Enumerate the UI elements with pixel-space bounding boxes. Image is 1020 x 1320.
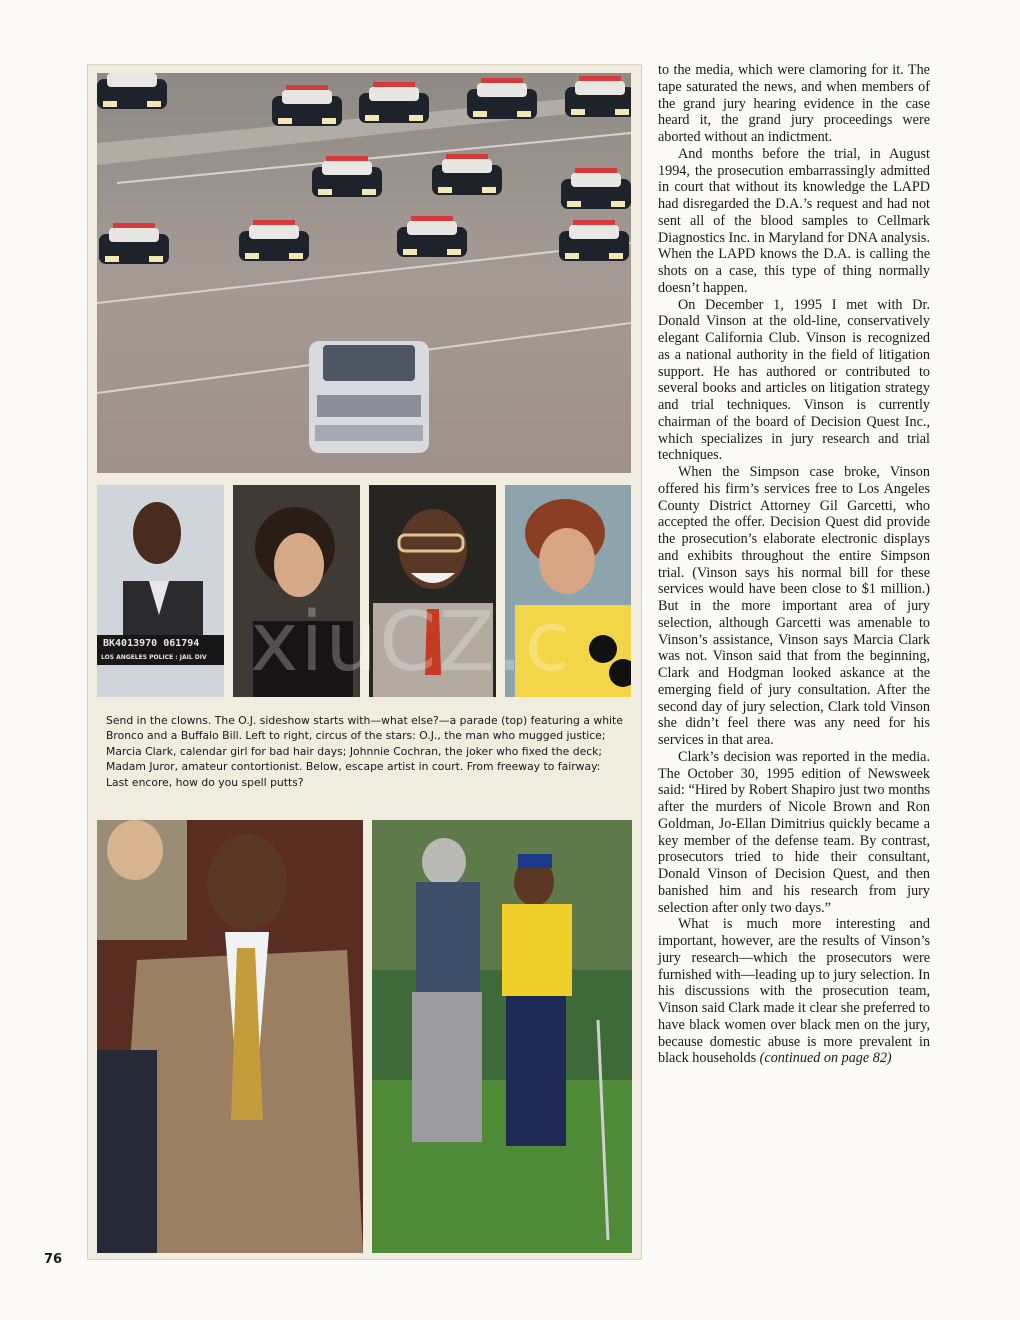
golf-photo <box>372 820 632 1253</box>
article-paragraph-last <box>658 916 930 1067</box>
portrait-photo-clark <box>233 485 360 697</box>
mugshot-placard-label: LOS ANGELES POLICE : JAIL DIV <box>101 654 207 661</box>
photo-caption: Send in the clowns. The O.J. sideshow starts with—what else?—a parade (top) featuring a white Bronco and a Buffalo Bill. Left to right, circus of the stars: O.J., the man who mugged justice; Marcia Clark, calendar girl for bad hair days; Johnnie Cochran, the joker who fixed the deck; Madam Juror, amateur contortionist. Below, escape artist in court. From freeway to fairway: Last encore, how do you spell putts? <box>106 714 623 789</box>
article-paragraph: Clark’s decision was reported in the media. The October 30, 1995 edition of Newsweek said: “Hired by Robert Shapiro just two months after the murders of Nicole Brown and Ron Goldman, Jo-Ellan Dimitrius quickly became a key member of the defense team. By contrast, prosecutors tried to hide their consultant, Donald Vinson of Decision Quest, and then banished him and his research from jury selection after only two days.” <box>658 748 930 916</box>
mugshot-placard-number: BK4013970 061794 <box>103 638 200 649</box>
article-paragraph: to the media, which were clamoring for it. The tape saturated the news, and when members of the grand jury hearing evidence in the case heard it, the grand jury proceedings were aborted without an indictment. <box>658 62 930 145</box>
article-paragraph: On December 1, 1995 I met with Dr. Donald Vinson at the old-line, conservatively elegant California Club. Vinson is recognized as a national authority in the field of litigation support. He has authored or contributed to several books and articles on litigation strategy and trial techniques. Vinson is currently chairman of the board of Decision Quest Inc., which specializes in jury research and trial techniques. <box>658 296 930 464</box>
courtroom-escort-photo <box>97 820 363 1253</box>
portrait-photo-juror <box>505 485 631 697</box>
watermark: xiuCZ.c <box>250 595 572 690</box>
article-paragraph-text: What is much more interesting and important, however, are the results of Vinson’s jury research—which the prosecutors were furnished with—leading up to jury selection. In his discussions with the prosecution team, Vinson said Clark made it clear she preferred to have black women over black men on the jury, because domestic abuse is more prevalent in black households <box>658 916 930 1067</box>
page-number: 76 <box>44 1252 63 1267</box>
article-column <box>658 62 930 1067</box>
mugshot-photo <box>97 485 224 697</box>
article-paragraph: When the Simpson case broke, Vinson offered his firm’s services free to Los Angeles County District Attorney Gil Garcetti, who accepted the offer. Decision Quest did provide the prosecution’s elaborate electronic displays and exhibits throughout the entire Simpson trial. (Vinson says his normal bill for these services would have been close to $1 million.) But in the more important area of jury selection, although Garcetti was amenable to Vinson’s assistance, Vinson says Marcia Clark was not. Vinson said that from the beginning, Clark and Hodgman looked askance at the emerging field of jury consultation. After the second day of jury selection, Clark told Vinson she didn’t feel there was any need for his services in that area. <box>658 464 930 748</box>
article-paragraph: And months before the trial, in August 1994, the prosecution embarrassingly admitted in court that without its knowledge the LAPD had disregarded the D.A.’s request and had not sent all of the blood samples to Cellmark Diagnostics Inc. in Maryland for DNA analysis. When the LAPD knows the D.A. is calling the shots on a case, this type of thing normally doesn’t happen. <box>658 145 930 296</box>
freeway-chase-photo <box>97 73 631 473</box>
portrait-photo-cochran <box>369 485 496 697</box>
continued-note: (continued on page 82) <box>759 1050 892 1067</box>
